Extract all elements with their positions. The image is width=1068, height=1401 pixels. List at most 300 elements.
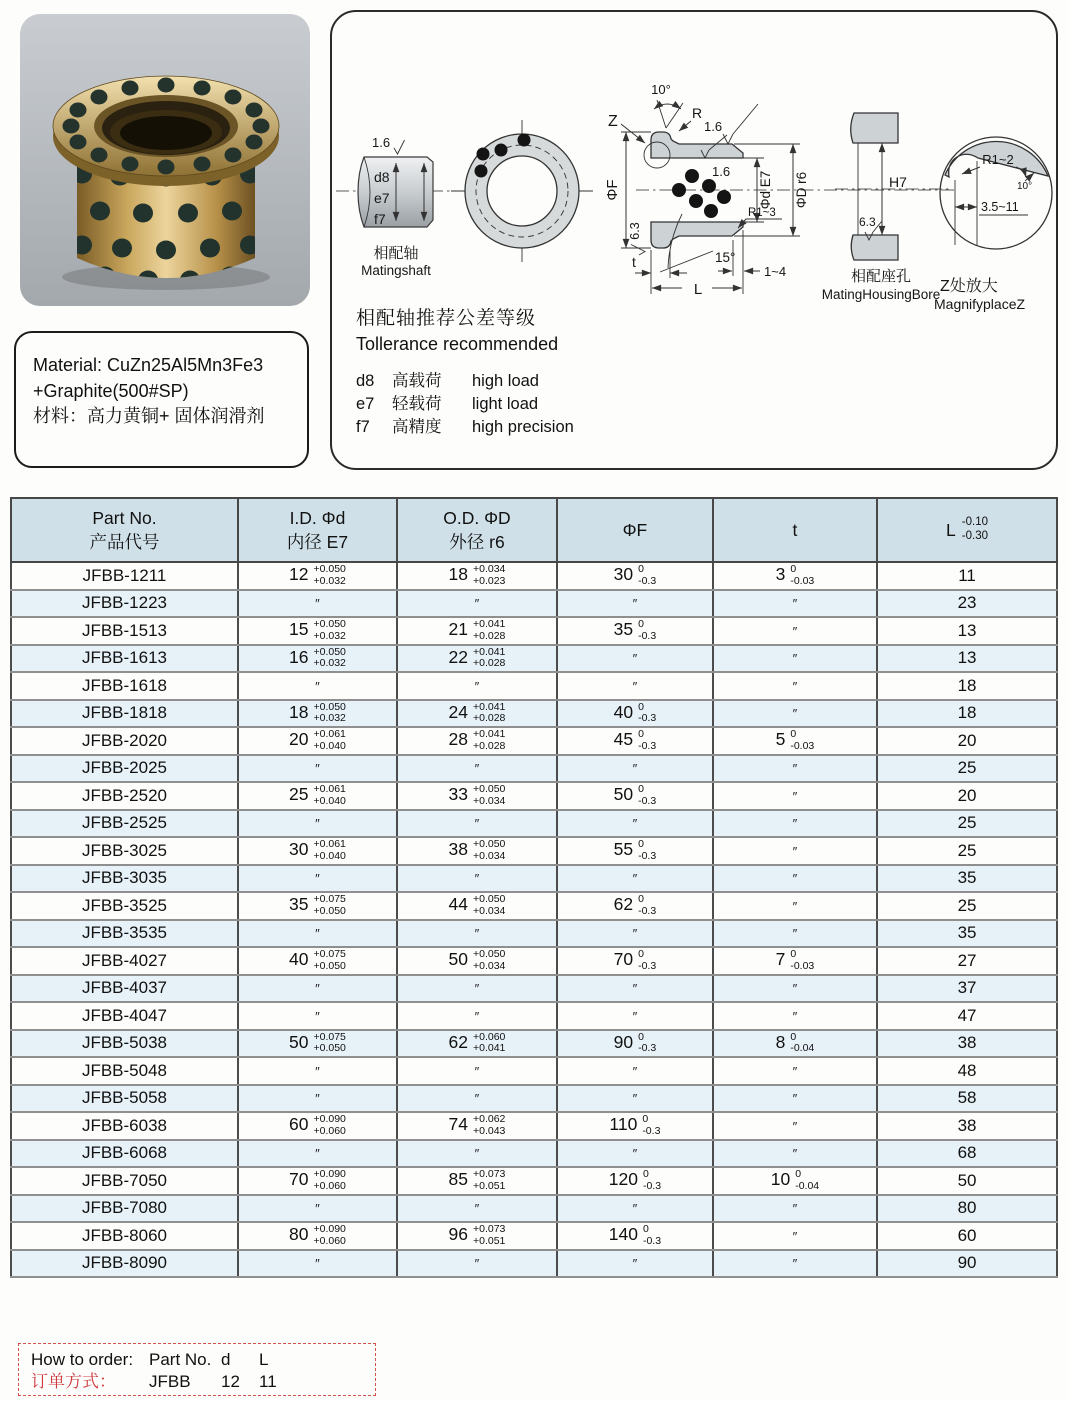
- cell-length: 38: [877, 1112, 1057, 1140]
- ditto-mark: ″: [474, 871, 480, 887]
- col-flange-dia: ΦF: [557, 498, 713, 562]
- tolerance-title-en: Tollerance recommended: [356, 334, 559, 354]
- dim-value: 20: [289, 729, 309, 750]
- cell-length: 13: [877, 617, 1057, 645]
- dim-value: 8: [775, 1031, 786, 1052]
- cell-outer-dia: [397, 727, 557, 755]
- detail-range-label: 3.5~11: [981, 200, 1019, 214]
- col-length: L -0.10 -0.30: [877, 498, 1057, 562]
- section-dia-inner: Φd E7: [758, 170, 773, 210]
- technical-drawing-panel: [330, 10, 1058, 470]
- cell-part-no: JFBB-8060: [11, 1222, 238, 1250]
- dim-tolerance: +0.034 +0.023: [472, 563, 506, 587]
- dim-tolerance: +0.075 +0.050: [313, 893, 346, 917]
- cell-flange-thickness: [713, 1195, 877, 1223]
- table-row: [11, 590, 1057, 618]
- cell-length: 25: [877, 837, 1057, 865]
- cell-flange-dia: [557, 1222, 713, 1250]
- dim-tolerance: +0.050 +0.034: [472, 838, 506, 862]
- cell-inner-dia: [238, 1002, 397, 1030]
- dim-tolerance: 0 -0.03: [790, 728, 815, 752]
- dim-tolerance: 0 -0.3: [638, 618, 657, 642]
- dim-tolerance: +0.062 +0.043: [472, 1113, 506, 1137]
- cell-outer-dia: [397, 617, 557, 645]
- cell-length: 38: [877, 1030, 1057, 1058]
- section-chamfer-len: 1~4: [764, 264, 787, 279]
- ditto-mark: ″: [315, 761, 320, 777]
- ditto-mark: ″: [632, 1091, 638, 1107]
- dim-value: 40: [613, 701, 634, 722]
- cell-inner-dia: [238, 645, 397, 673]
- cell-flange-thickness: [713, 1222, 877, 1250]
- dim-tolerance: 0 -0.3: [638, 893, 657, 917]
- cell-inner-dia: [238, 1140, 397, 1168]
- housing-caption-en: MatingHousingBore: [821, 287, 941, 302]
- dim-value: 50: [448, 949, 468, 970]
- table-row: [11, 1195, 1057, 1223]
- ditto-mark: ″: [792, 1146, 798, 1162]
- ditto-mark: ″: [632, 926, 638, 942]
- dim-value: 45: [613, 729, 634, 750]
- cell-outer-dia: [397, 672, 557, 700]
- cell-length: 27: [877, 947, 1057, 975]
- dim-tolerance: 0 -0.3: [642, 1168, 662, 1192]
- tolerance-item: f7 高精度 high precision: [356, 418, 574, 436]
- cell-length: 18: [877, 700, 1057, 728]
- ditto-mark: ″: [632, 651, 638, 667]
- dim-value: 60: [289, 1114, 309, 1135]
- cell-inner-dia: [238, 562, 397, 590]
- housing-fit-label: H7: [889, 174, 907, 190]
- dim-value: 70: [613, 949, 634, 970]
- cell-flange-thickness: [713, 1140, 877, 1168]
- matingshaft-drawing: [336, 135, 458, 278]
- table-row: [11, 865, 1057, 893]
- dim-value: 3: [775, 564, 786, 585]
- cell-part-no: JFBB-4027: [11, 947, 238, 975]
- cell-length: 13: [877, 645, 1057, 673]
- table-row: [11, 837, 1057, 865]
- ditto-mark: ″: [315, 1146, 320, 1162]
- dim-value: 80: [289, 1224, 309, 1245]
- ditto-mark: ″: [792, 1228, 798, 1244]
- cell-part-no: JFBB-2025: [11, 755, 238, 783]
- cell-outer-dia: [397, 700, 557, 728]
- ditto-mark: ″: [632, 816, 638, 832]
- ditto-mark: ″: [315, 871, 320, 887]
- cell-length: 58: [877, 1085, 1057, 1113]
- section-r-label: R: [692, 105, 703, 121]
- detail-radius-label: R1~2: [982, 152, 1014, 167]
- cell-flange-thickness: [713, 865, 877, 893]
- ditto-mark: ″: [632, 1256, 638, 1272]
- dim-value: 18: [448, 564, 468, 585]
- cell-outer-dia: [397, 1140, 557, 1168]
- ditto-mark: ″: [632, 1063, 638, 1079]
- ditto-mark: ″: [792, 761, 798, 777]
- dim-value: 85: [448, 1169, 468, 1190]
- parts-table: [10, 497, 1058, 1278]
- col-part-no: Part No. 产品代号: [11, 498, 238, 562]
- parts-table-body: [11, 562, 1057, 1277]
- cell-flange-thickness: [713, 700, 877, 728]
- table-row: [11, 1085, 1057, 1113]
- table-row: [11, 975, 1057, 1003]
- table-row: [11, 562, 1057, 590]
- material-info-box: [14, 331, 309, 468]
- table-row: [11, 700, 1057, 728]
- dim-tolerance: +0.090 +0.060: [313, 1223, 346, 1247]
- dim-value: 70: [289, 1169, 309, 1190]
- cell-flange-dia: [557, 1112, 713, 1140]
- dim-tolerance: 0 -0.04: [790, 1030, 815, 1055]
- ditto-mark: ″: [315, 816, 320, 832]
- dim-tolerance: +0.050 +0.032: [313, 563, 346, 587]
- cell-flange-thickness: [713, 1002, 877, 1030]
- dim-value: 24: [448, 701, 468, 722]
- dim-tolerance: +0.073 +0.051: [472, 1168, 506, 1192]
- cell-part-no: JFBB-1211: [11, 562, 238, 590]
- col-flange-thickness: t: [713, 498, 877, 562]
- cell-flange-dia: [557, 947, 713, 975]
- ditto-mark: ″: [315, 1091, 320, 1107]
- cell-outer-dia: [397, 1167, 557, 1195]
- table-row: [11, 810, 1057, 838]
- cell-flange-thickness: [713, 1030, 877, 1058]
- order-prefix-en: How to order:: [31, 1350, 134, 1369]
- dim-value: 28: [448, 729, 468, 750]
- cell-length: 11: [877, 562, 1057, 590]
- cell-inner-dia: [238, 755, 397, 783]
- cell-outer-dia: [397, 892, 557, 920]
- cell-flange-dia: [557, 865, 713, 893]
- cell-inner-dia: [238, 617, 397, 645]
- dim-tolerance: +0.073 +0.051: [472, 1223, 506, 1247]
- ditto-mark: ″: [474, 761, 480, 777]
- ditto-mark: ″: [792, 843, 798, 859]
- cell-outer-dia: [397, 562, 557, 590]
- cell-flange-dia: [557, 920, 713, 948]
- section-z-label: Z: [608, 113, 618, 130]
- cell-flange-dia: [557, 755, 713, 783]
- cell-part-no: JFBB-4037: [11, 975, 238, 1003]
- table-row: [11, 1002, 1057, 1030]
- ditto-mark: ″: [632, 871, 638, 887]
- cell-outer-dia: [397, 782, 557, 810]
- cell-length: 47: [877, 1002, 1057, 1030]
- how-to-order-box: [18, 1343, 376, 1396]
- shaft-finish-label: 1.6: [372, 135, 391, 150]
- dim-value: 22: [448, 646, 468, 667]
- cell-inner-dia: [238, 837, 397, 865]
- cell-inner-dia: [238, 1195, 397, 1223]
- cell-outer-dia: [397, 1030, 557, 1058]
- dim-value: 35: [613, 619, 634, 640]
- section-finish-top: 1.6: [704, 119, 723, 134]
- dim-value: 33: [448, 784, 468, 805]
- ditto-mark: ″: [315, 1063, 320, 1079]
- ditto-mark: ″: [315, 678, 320, 694]
- ditto-mark: ″: [315, 1201, 320, 1217]
- dim-value: 7: [775, 949, 786, 970]
- dim-tolerance: +0.075 +0.050: [313, 1030, 346, 1055]
- cell-flange-dia: [557, 1140, 713, 1168]
- cell-inner-dia: [238, 810, 397, 838]
- cell-flange-thickness: [713, 1167, 877, 1195]
- ditto-mark: ″: [632, 1201, 638, 1217]
- ditto-mark: ″: [792, 898, 798, 914]
- cell-outer-dia: [397, 645, 557, 673]
- detail-angle-label: 10°: [1017, 181, 1033, 192]
- cell-flange-dia: [557, 617, 713, 645]
- dim-tolerance: 0 -0.3: [638, 700, 657, 725]
- cell-length: 23: [877, 590, 1057, 618]
- cell-flange-dia: [557, 1057, 713, 1085]
- dim-tolerance: +0.050 +0.034: [472, 893, 506, 917]
- cell-flange-dia: [557, 1030, 713, 1058]
- cell-inner-dia: [238, 700, 397, 728]
- cell-part-no: JFBB-1613: [11, 645, 238, 673]
- shaft-grade-d8: d8: [374, 169, 390, 185]
- table-row: [11, 892, 1057, 920]
- cell-inner-dia: [238, 865, 397, 893]
- ditto-mark: ″: [474, 1256, 480, 1272]
- bushing-photo-graphic: [20, 14, 310, 306]
- dim-tolerance: +0.090 +0.060: [313, 1168, 346, 1192]
- cell-flange-dia: [557, 892, 713, 920]
- ditto-mark: ″: [632, 596, 638, 612]
- ditto-mark: ″: [632, 761, 638, 777]
- table-row: [11, 1250, 1057, 1278]
- dim-value: 15: [289, 619, 309, 640]
- table-row: [11, 727, 1057, 755]
- table-row: [11, 947, 1057, 975]
- cell-outer-dia: [397, 590, 557, 618]
- cell-flange-thickness: [713, 617, 877, 645]
- cell-length: 20: [877, 727, 1057, 755]
- dim-value: 62: [613, 894, 634, 915]
- ditto-mark: ″: [315, 926, 320, 942]
- shaft-caption-en: Matingshaft: [361, 263, 431, 278]
- tolerance-item: e7 轻载荷 light load: [356, 395, 539, 413]
- cell-length: 25: [877, 810, 1057, 838]
- cell-flange-dia: [557, 1085, 713, 1113]
- cell-part-no: JFBB-6068: [11, 1140, 238, 1168]
- dim-tolerance: +0.050 +0.032: [313, 700, 346, 725]
- cell-length: 25: [877, 755, 1057, 783]
- cell-flange-dia: [557, 975, 713, 1003]
- cell-flange-dia: [557, 562, 713, 590]
- tolerance-items: [356, 371, 574, 437]
- dim-tolerance: +0.041 +0.028: [472, 700, 506, 725]
- dim-value: 30: [289, 839, 309, 860]
- table-row: [11, 617, 1057, 645]
- cell-part-no: JFBB-5058: [11, 1085, 238, 1113]
- cell-flange-thickness: [713, 1112, 877, 1140]
- dim-tolerance: +0.050 +0.032: [313, 618, 346, 642]
- cell-part-no: JFBB-2520: [11, 782, 238, 810]
- cell-flange-dia: [557, 1002, 713, 1030]
- ditto-mark: ″: [792, 816, 798, 832]
- cell-inner-dia: [238, 892, 397, 920]
- ditto-mark: ″: [632, 981, 638, 997]
- cell-part-no: JFBB-3535: [11, 920, 238, 948]
- cell-length: 37: [877, 975, 1057, 1003]
- cell-flange-thickness: [713, 892, 877, 920]
- dim-value: 44: [448, 894, 468, 915]
- ditto-mark: ″: [474, 1091, 480, 1107]
- material-line-3: 材料：高力黄铜+ 固体润滑剂: [33, 406, 265, 427]
- section-dia-outer: ΦD r6: [794, 171, 809, 209]
- dim-value: 140: [608, 1224, 638, 1245]
- cell-inner-dia: [238, 1057, 397, 1085]
- ditto-mark: ″: [792, 788, 798, 804]
- cell-flange-dia: [557, 672, 713, 700]
- cell-outer-dia: [397, 975, 557, 1003]
- material-line-1: Material: CuZn25Al5Mn3Fe3: [33, 355, 264, 375]
- cell-flange-dia: [557, 1167, 713, 1195]
- material-line-2: +Graphite(500#SP): [33, 380, 189, 401]
- section-chamfer-angle: 15°: [715, 250, 736, 265]
- cell-part-no: JFBB-7080: [11, 1195, 238, 1223]
- cell-inner-dia: [238, 975, 397, 1003]
- product-photo: [20, 14, 310, 306]
- section-t-label: t: [632, 254, 636, 270]
- cell-flange-thickness: [713, 1085, 877, 1113]
- ditto-mark: ″: [792, 706, 798, 722]
- tolerance-title-zh: 相配轴推荐公差等级: [356, 308, 537, 329]
- ditto-mark: ″: [474, 678, 480, 694]
- cell-part-no: JFBB-7050: [11, 1167, 238, 1195]
- cell-flange-dia: [557, 782, 713, 810]
- ditto-mark: ″: [632, 1008, 638, 1024]
- dim-value: 12: [289, 564, 309, 585]
- dim-tolerance: 0 -0.03: [790, 563, 815, 587]
- cell-inner-dia: [238, 782, 397, 810]
- ditto-mark: ″: [792, 1063, 798, 1079]
- cell-flange-dia: [557, 645, 713, 673]
- dim-value: 120: [608, 1169, 638, 1190]
- dim-tolerance: 0 -0.3: [638, 728, 657, 752]
- ditto-mark: ″: [792, 1118, 798, 1134]
- dim-tolerance: +0.041 +0.028: [472, 618, 506, 642]
- dim-value: 90: [613, 1031, 634, 1052]
- shaft-caption-zh: 相配轴: [373, 245, 419, 262]
- dim-tolerance: 0 -0.3: [638, 1030, 657, 1055]
- cell-part-no: JFBB-4047: [11, 1002, 238, 1030]
- bushing-front-view: [451, 120, 593, 262]
- cell-part-no: JFBB-2020: [11, 727, 238, 755]
- order-line-1: How to order: Part No. d L: [31, 1350, 269, 1369]
- cell-outer-dia: [397, 920, 557, 948]
- section-finish-flange: 6.3: [628, 222, 642, 240]
- cell-flange-dia: [557, 727, 713, 755]
- dim-value: 21: [448, 619, 468, 640]
- cell-flange-thickness: [713, 672, 877, 700]
- cell-flange-thickness: [713, 1057, 877, 1085]
- cell-part-no: JFBB-8090: [11, 1250, 238, 1278]
- table-row: [11, 1167, 1057, 1195]
- cell-part-no: JFBB-1223: [11, 590, 238, 618]
- cell-length: 35: [877, 865, 1057, 893]
- table-row: [11, 1057, 1057, 1085]
- cell-inner-dia: [238, 672, 397, 700]
- ditto-mark: ″: [792, 1008, 798, 1024]
- table-row: [11, 1140, 1057, 1168]
- cell-flange-thickness: [713, 920, 877, 948]
- cell-length: 80: [877, 1195, 1057, 1223]
- dim-value: 110: [609, 1114, 638, 1135]
- cell-flange-thickness: [713, 590, 877, 618]
- cell-outer-dia: [397, 1085, 557, 1113]
- ditto-mark: ″: [474, 981, 480, 997]
- ditto-mark: ″: [792, 1201, 798, 1217]
- table-row: [11, 1030, 1057, 1058]
- cell-length: 50: [877, 1167, 1057, 1195]
- ditto-mark: ″: [474, 1201, 480, 1217]
- ditto-mark: ″: [474, 816, 480, 832]
- cell-outer-dia: [397, 1112, 557, 1140]
- dim-value: 35: [289, 894, 309, 915]
- cell-flange-thickness: [713, 975, 877, 1003]
- ditto-mark: ″: [315, 596, 320, 612]
- dim-value: 10: [770, 1169, 791, 1190]
- cell-inner-dia: [238, 1112, 397, 1140]
- cell-length: 25: [877, 892, 1057, 920]
- cell-inner-dia: [238, 947, 397, 975]
- cell-outer-dia: [397, 810, 557, 838]
- cell-length: 18: [877, 672, 1057, 700]
- order-prefix-zh: 订单方式：: [31, 1371, 116, 1391]
- table-row: [11, 1222, 1057, 1250]
- ditto-mark: ″: [792, 623, 798, 639]
- ditto-mark: ″: [792, 596, 798, 612]
- ditto-mark: ″: [792, 871, 798, 887]
- cell-part-no: JFBB-1618: [11, 672, 238, 700]
- table-row: [11, 782, 1057, 810]
- cell-part-no: JFBB-5038: [11, 1030, 238, 1058]
- dim-value: 16: [289, 646, 309, 667]
- ditto-mark: ″: [792, 1256, 798, 1272]
- cell-inner-dia: [238, 1085, 397, 1113]
- shaft-grade-e7: e7: [374, 190, 390, 206]
- cell-outer-dia: [397, 947, 557, 975]
- ditto-mark: ″: [632, 1146, 638, 1162]
- dim-tolerance: +0.061 +0.040: [313, 728, 346, 752]
- section-angle-10: 10°: [651, 82, 671, 97]
- ditto-mark: ″: [632, 678, 638, 694]
- cell-inner-dia: [238, 1222, 397, 1250]
- table-row: [11, 672, 1057, 700]
- order-line-2: 订单方式： JFBB 12 11: [31, 1371, 277, 1391]
- ditto-mark: ″: [474, 1146, 480, 1162]
- dim-tolerance: +0.060 +0.041: [472, 1030, 506, 1055]
- dim-tolerance: 0 -0.04: [795, 1168, 820, 1192]
- cell-outer-dia: [397, 837, 557, 865]
- dim-tolerance: +0.050 +0.034: [472, 783, 506, 807]
- cell-length: 35: [877, 920, 1057, 948]
- cell-inner-dia: [238, 1167, 397, 1195]
- table-row: [11, 920, 1057, 948]
- dim-tolerance: +0.041 +0.028: [472, 645, 506, 670]
- dim-value: 50: [613, 784, 634, 805]
- housing-bore-drawing: [822, 113, 952, 302]
- table-row: [11, 755, 1057, 783]
- cell-flange-dia: [557, 700, 713, 728]
- cell-inner-dia: [238, 590, 397, 618]
- cell-flange-dia: [557, 810, 713, 838]
- dim-value: 50: [289, 1031, 309, 1052]
